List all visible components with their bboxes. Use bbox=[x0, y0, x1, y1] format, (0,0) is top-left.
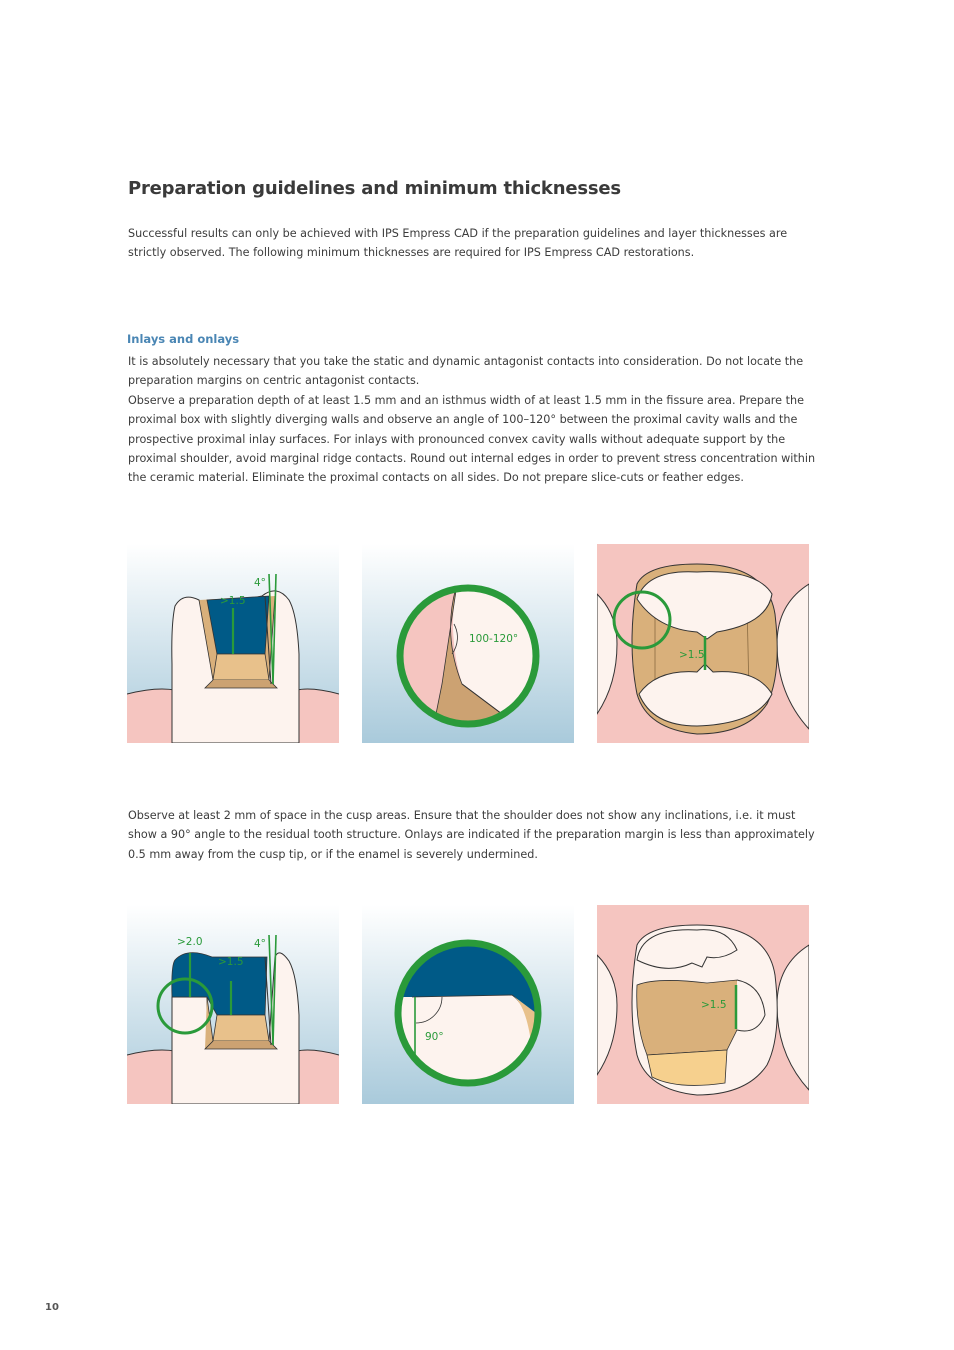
angle-label: 90° bbox=[425, 1031, 444, 1043]
angle-label: 100-120° bbox=[469, 633, 519, 645]
page-title: Preparation guidelines and minimum thicknesses bbox=[128, 178, 621, 199]
page-number: 10 bbox=[45, 1302, 59, 1313]
depth-label: >1.5 bbox=[218, 956, 244, 968]
figure-onlay-cross-section bbox=[127, 905, 339, 1104]
intro-text: Successful results can only be achieved with IPS Empress CAD if the preparation guidelines and layer thicknesses are strictly observed. The following minimum thicknesses are required for IPS Empress CAD restorations. bbox=[128, 227, 788, 260]
figure-inlay-detail bbox=[362, 544, 574, 743]
intro-paragraph bbox=[128, 224, 818, 263]
cusp-label: >2.0 bbox=[177, 936, 203, 948]
figure-onlay-occlusal bbox=[597, 905, 809, 1104]
angle-label: 4° bbox=[254, 577, 266, 589]
depth-label: >1.5 bbox=[220, 595, 246, 607]
angle-label: 4° bbox=[254, 938, 266, 950]
onlays-paragraph bbox=[128, 806, 818, 864]
figure-onlay-detail bbox=[362, 905, 574, 1104]
width-label: >1.5 bbox=[679, 649, 705, 661]
onlays-text: Observe at least 2 mm of space in the cusp areas. Ensure that the shoulder does not show any inclinations, i.e. it must show a 90° angle to the residual tooth structure. Onlays are indicated if the preparation margin is less than approximately 0.5 mm away from the cusp tip, or if the enamel is severely undermined. bbox=[128, 809, 815, 861]
inlays-paragraph bbox=[128, 352, 818, 488]
section-subheading-inlays: Inlays and onlays bbox=[127, 332, 240, 346]
inlays-text-2: Observe a preparation depth of at least 1.5 mm and an isthmus width of at least 1.5 mm in the fissure area. Prepare the proximal box with slightly diverging walls and observe an angle of 100–120° between the proximal cavity walls and the prospective proximal inlay surfaces. For inlays with pronounced convex cavity walls without adequate support by the proximal shoulder, avoid marginal ridge contacts. Round out internal edges in order to prevent stress concentration within the ceramic material. Eliminate the proximal contacts on all sides. Do not prepare slice-cuts or feather edges. bbox=[128, 393, 816, 485]
figure-inlay-occlusal bbox=[597, 544, 809, 743]
figure-inlay-cross-section bbox=[127, 544, 339, 743]
inlays-text-1: It is absolutely necessary that you take the static and dynamic antagonist contacts into consideration. Do not locate the preparation margins on centric antagonist contacts. bbox=[128, 355, 804, 388]
width-label: >1.5 bbox=[701, 999, 727, 1011]
